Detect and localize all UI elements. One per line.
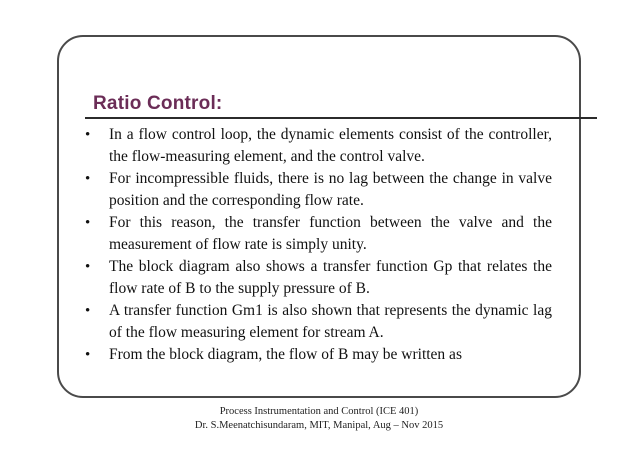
bullet-item [84,256,552,300]
bullet-item [84,124,552,168]
bullet-icon: • [85,171,91,187]
bullet-icon: • [85,215,91,231]
bullet-list [84,124,552,366]
bullet-icon: • [85,347,91,363]
bullet-text: For incompressible fluids, there is no lag between the change in valve position and the corresponding flow rate. [109,170,552,209]
bullet-item [84,168,552,212]
bullet-icon: • [85,127,91,143]
bullet-item [84,212,552,256]
bullet-text: For this reason, the transfer function between the valve and the measurement of flow rate is simply unity. [109,214,552,253]
footer-course: Process Instrumentation and Control (ICE 401) [219,406,419,417]
bullet-text: In a flow control loop, the dynamic elements consist of the controller, the flow-measuring element, and the control valve. [109,126,552,165]
bullet-icon: • [85,259,91,275]
bullet-text: From the block diagram, the flow of B may be written as [109,346,462,363]
slide-title: Ratio Control: [93,93,223,114]
footer-author: Dr. S.Meenatchisundaram, MIT, Manipal, Aug – Nov 2015 [194,420,444,431]
bullet-item [84,344,552,366]
bullet-icon: • [85,303,91,319]
bullet-item [84,300,552,344]
bullet-text: A transfer function Gm1 is also shown that represents the dynamic lag of the flow measuring element for stream A. [109,302,552,341]
bullet-text: The block diagram also shows a transfer function Gp that relates the flow rate of B to the supply pressure of B. [109,258,552,297]
title-divider [85,117,597,119]
